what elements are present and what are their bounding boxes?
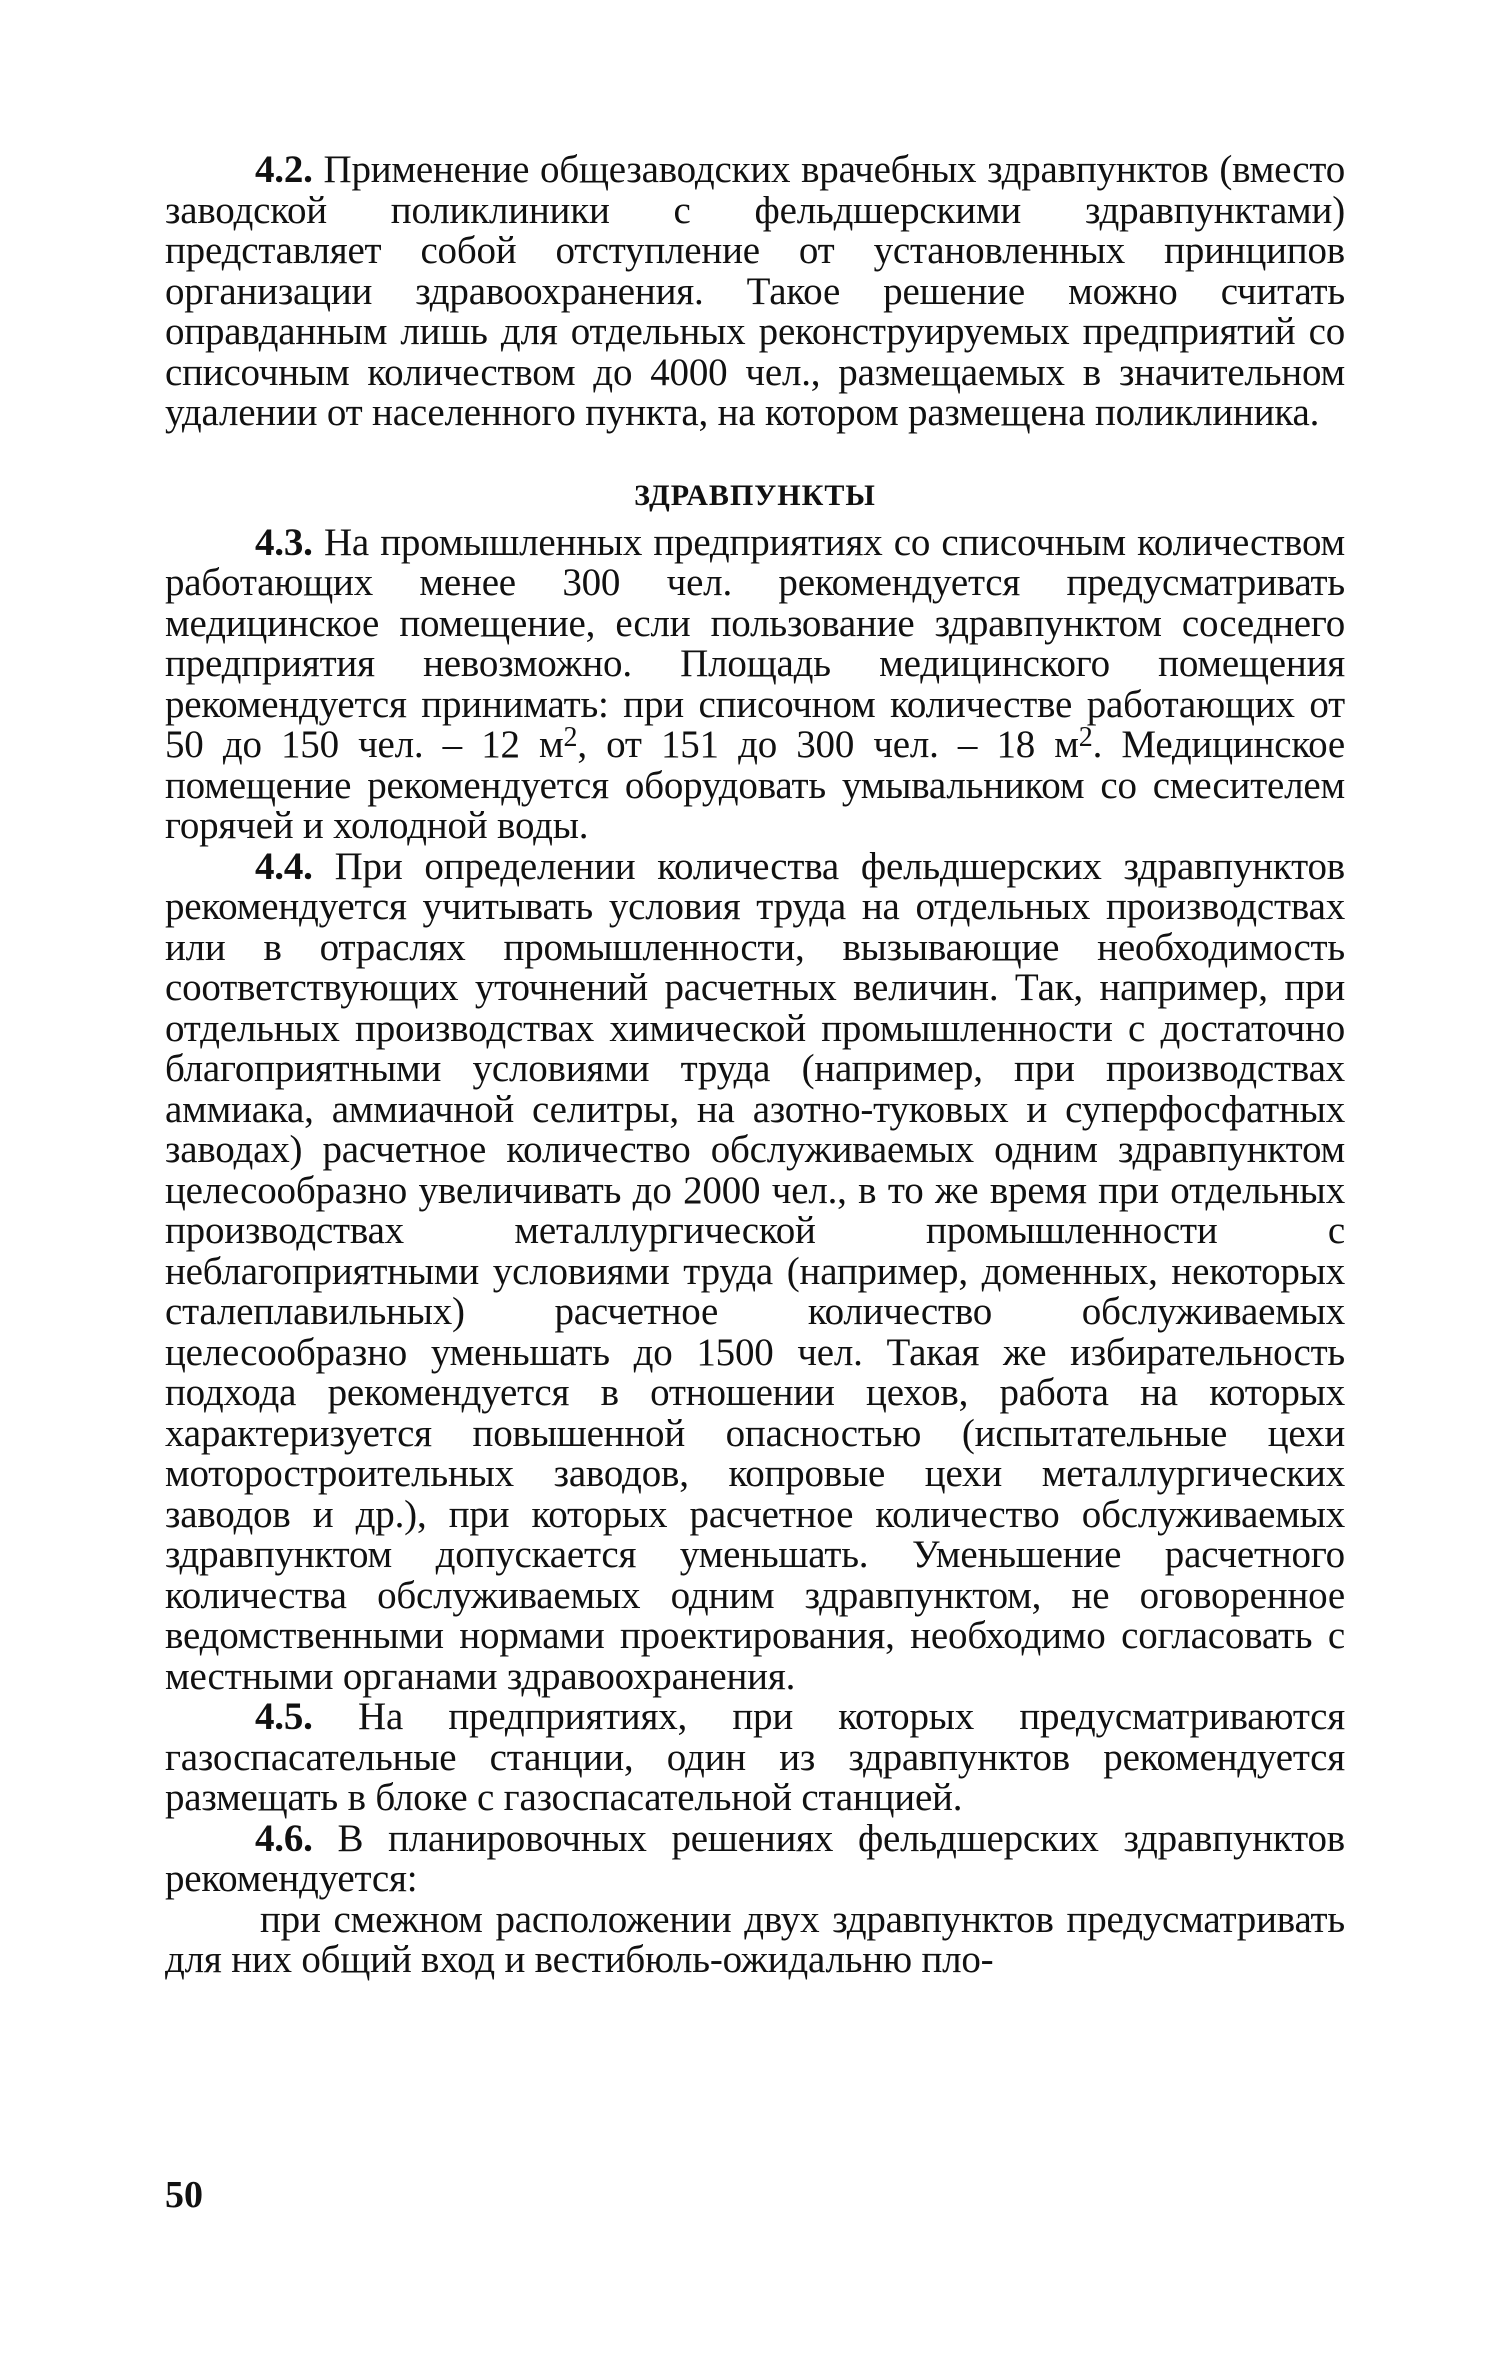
paragraph-4-6 (165, 1816, 1345, 1900)
paragraph-4-3 (165, 520, 1346, 847)
section-heading: ЗДРАВПУНКТЫ (634, 478, 876, 512)
paragraph-number: 4.2. (255, 148, 313, 191)
superscript: 2 (1078, 722, 1093, 753)
paragraph-4-4 (165, 844, 1345, 1698)
paragraph-number: 4.5. (255, 1695, 313, 1738)
paragraph-4-2 (165, 150, 1345, 434)
paragraph-text: На промышленных предприятиях со списочным количеством работающих менее 300 чел. рекомендуется предусматривать медицинское помещение, если пользование здравпунктом соседнего предприятия невозможно. Площадь медицинского помещения рекомендуется принимать: при списочном количестве работающих от 50 до 150 чел. – 12 м (165, 520, 1345, 766)
paragraph-text: В планировочных решениях фельдшерских здравпунктов рекомендуется: (165, 1816, 1345, 1900)
superscript: 2 (563, 722, 578, 753)
paragraph-number: 4.4. (255, 844, 313, 888)
paragraph-4-5 (165, 1697, 1345, 1819)
paragraph-text: На предприятиях, при которых предусматриваются газоспасательные станции, один из здравпунктов рекомендуется размещать в блоке с газоспасательной станцией. (165, 1695, 1345, 1819)
page-number: 50 (165, 2174, 203, 2216)
paragraph-text: При определении количества фельдшерских здравпунктов рекомендуется учитывать условия труда на отдельных производствах или в отраслях промышленности, вызывающие необходимость соответствующих уточнений расчетных величин. Так, например, при отдельных производствах химической промышленности с достаточно благоприятными условиями труда (например, при производствах аммиака, аммиачной селитры, на азотно-туковых и суперфосфатных заводах) расчетное количество обслуживаемых одним здравпунктом целесообразно увеличивать до 2000 чел., в то же время при отдельных производствах металлургической промышленности с неблагоприятными условиями труда (например, доменных, некоторых сталеплавильных) расчетное количество обслуживаемых целесообразно уменьшать до 1500 чел. Такая же избирательность подхода рекомендуется в отношении цехов, работа на которых характеризуется повышенной опасностью (испытательные цехи моторостроительных заводов, копровые цехи металлургических заводов и др.), при которых расчетное количество обслуживаемых здравпунктом допускается уменьшать. Уменьшение расчетного количества обслуживаемых одним здравпунктом, не оговоренное ведомственными нормами проектирования, необходимо согласовать с местными органами здравоохранения. (165, 844, 1345, 1698)
paragraph-text: Применение общезаводских врачебных здравпунктов (вместо заводской поликлиники с фельдшерскими здравпунктами) представляет собой отступление от установленных принципов организации здравоохранения. Такое решение можно считать оправданным лишь для отдельных реконструируемых предприятий со списочным количеством до 4000 чел., размещаемых в значительном удалении от населенного пункта, на котором размещена поликлиника. (165, 148, 1345, 434)
page-body (165, 150, 1345, 1981)
paragraph-text: . Медицинское помещение рекомендуется оборудовать умывальником со смесителем горячей и холодной воды. (165, 723, 1346, 847)
paragraph-text: , от 151 до 300 чел. – 18 м (577, 723, 1079, 766)
paragraph-4-6-continuation: при смежном расположении двух здравпунктов предусматривать для них общий вход и вестибюль-ожидальню пло- (165, 1897, 1345, 1981)
paragraph-number: 4.6. (255, 1816, 313, 1860)
paragraph-number: 4.3. (255, 520, 313, 564)
